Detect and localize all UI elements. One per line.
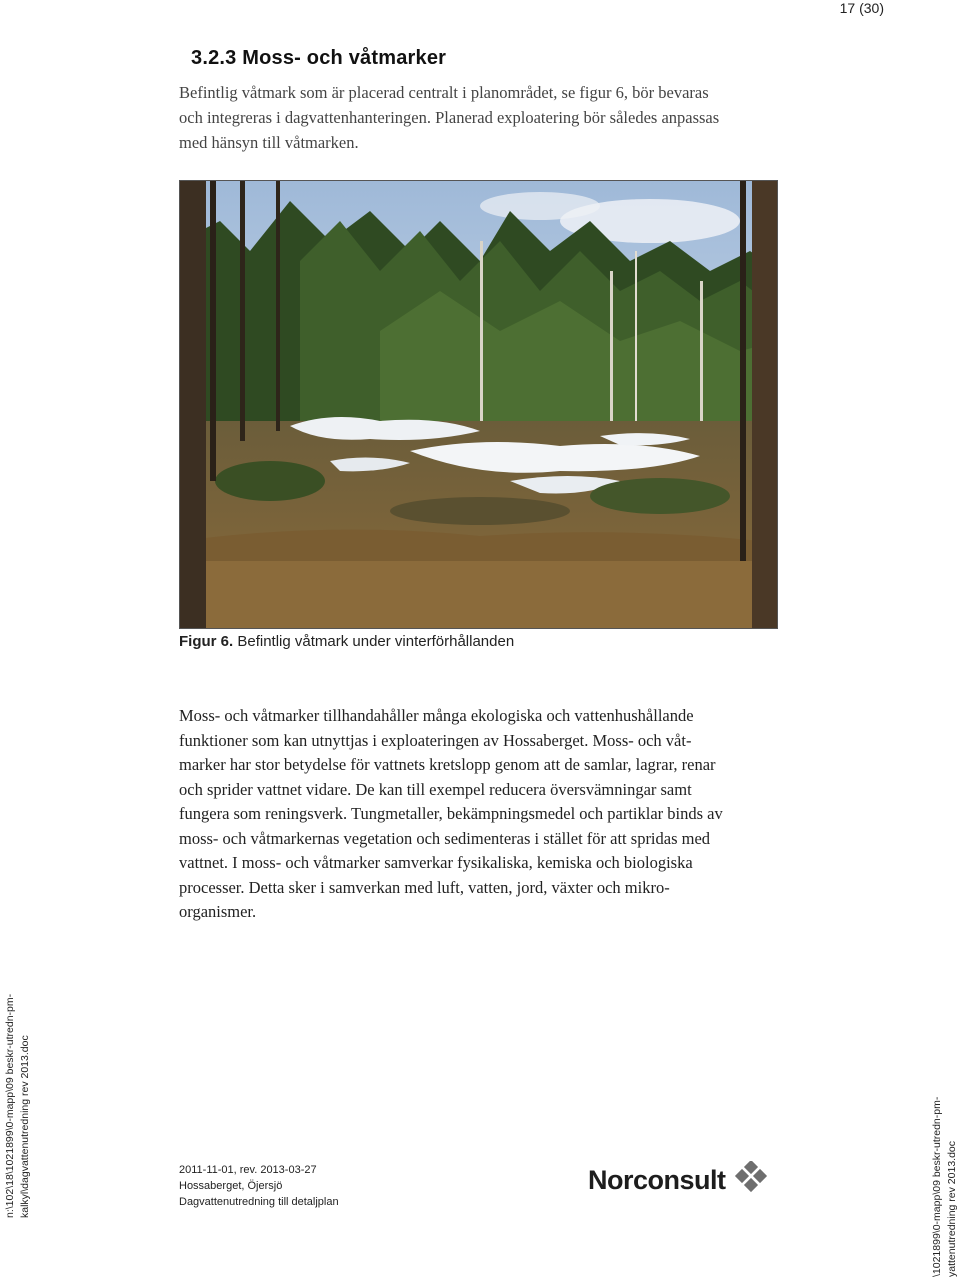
- footer-date: 2011-11-01, rev. 2013-03-27: [179, 1164, 317, 1176]
- figure-caption-text: Befintlig våtmark under vinterförhållanden: [237, 633, 515, 650]
- right-file-path: [930, 1097, 960, 1277]
- norconsult-logo: [588, 1160, 770, 1200]
- logo-text: Norconsult: [588, 1164, 726, 1195]
- body-line: processer. Detta sker i samverkan med luft, vatten, jord, växter och mikro-: [179, 877, 670, 897]
- footer-info: [179, 1162, 339, 1210]
- body-line: organismer.: [179, 902, 257, 921]
- left-file-path: [3, 994, 33, 1218]
- body-line: vattnet. I moss- och våtmarker samverkar fysikaliska, kemiska och biologiska: [179, 853, 693, 872]
- file-path-line: yattenutredning rev 2013.doc: [946, 1140, 958, 1277]
- figure-caption: [179, 633, 514, 650]
- file-path-line: \1021899\0-mapp\09 beskr-utredn-pm-: [931, 1096, 943, 1277]
- section-title: Moss- och våtmarker: [242, 47, 447, 69]
- file-path-line: n:\102\18\1021899\0-mapp\09 beskr-utredn-pm-: [4, 993, 16, 1218]
- body-line: och sprider vattnet vidare. De kan till exempel reducera översvämningar samt: [179, 779, 692, 799]
- footer-location: Hossaberget, Öjersjö: [179, 1180, 283, 1192]
- body-line: fungera som reningsverk. Tungmetaller, bekämpningsmedel och partiklar binds av: [179, 804, 723, 823]
- body-line: moss- och våtmarkernas vegetation och sedimenteras i stället för att spridas med: [179, 828, 711, 848]
- intro-line: med hänsyn till våtmarken.: [179, 133, 359, 152]
- figure-label: Figur 6.: [179, 633, 234, 650]
- wetland-photo: [179, 180, 778, 629]
- body-paragraph: [179, 704, 775, 925]
- intro-line: och integreras i dagvattenhanteringen. Planerad exploatering bör således anpassas: [179, 108, 720, 127]
- file-path-line: kalkyl\dagvattenutredning rev 2013.doc: [19, 1035, 31, 1218]
- footer-document: Dagvattenutredning till detaljplan: [179, 1196, 339, 1208]
- section-heading: [191, 47, 446, 70]
- intro-paragraph: [179, 80, 779, 155]
- body-line: funktioner som kan utnyttjas i exploateringen av Hossaberget. Moss- och våt-: [179, 730, 692, 750]
- body-line: marker har stor betydelse för vattnets kretslopp genom att de samlar, lagrar, renar: [179, 755, 716, 774]
- logo-diamond-icon: [732, 1161, 770, 1199]
- page-number: 17 (30): [839, 0, 884, 16]
- section-number: 3.2.3: [191, 47, 237, 69]
- body-line: Moss- och våtmarker tillhandahåller många ekologiska och vattenhushållande: [179, 706, 694, 725]
- intro-line: Befintlig våtmark som är placerad centralt i planområdet, se figur 6, bör bevaras: [179, 83, 709, 102]
